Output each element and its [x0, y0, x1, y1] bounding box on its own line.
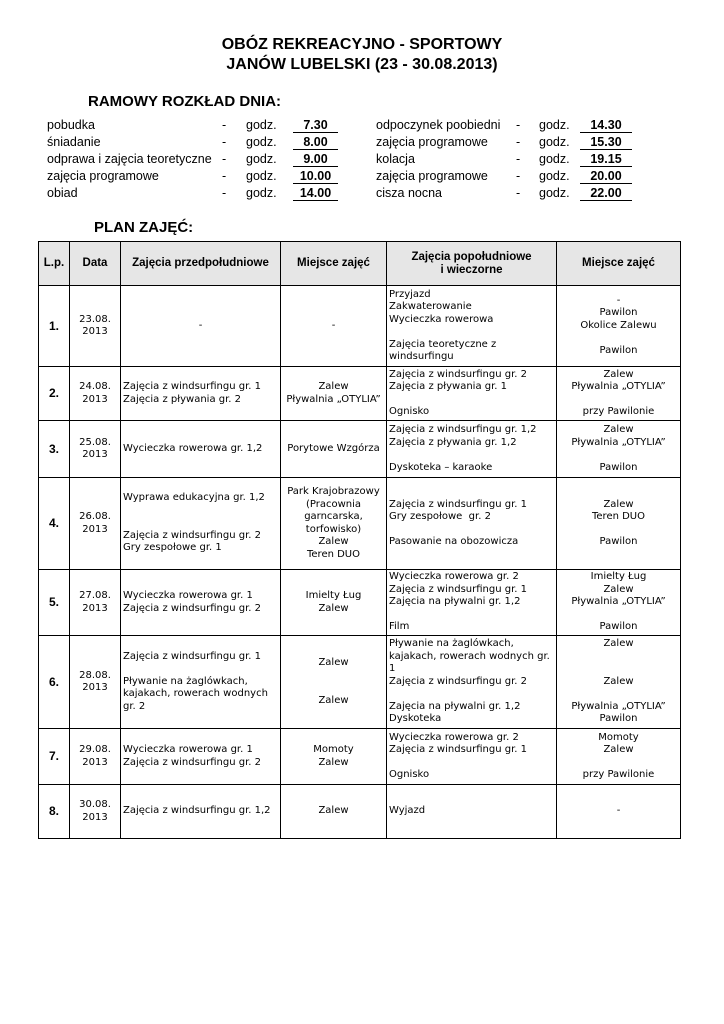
morning-place: Porytowe Wzgórza — [281, 421, 387, 478]
afternoon-place: Zalew Pływalnia „OTYLIA” przy Pawilonie — [557, 367, 681, 421]
morning-place: Imielty Ług Zalew — [281, 570, 387, 636]
schedule-dash: - — [222, 152, 227, 166]
afternoon-activities: Zajęcia z windsurfingu gr. 1 Gry zespołowe gr. 2 Pasowanie na obozowicza — [387, 478, 557, 570]
daily-schedule-heading: RAMOWY ROZKŁAD DNIA: — [88, 93, 282, 110]
afternoon-activities: Zajęcia z windsurfingu gr. 1,2 Zajęcia z pływania gr. 1,2 Dyskoteka – karaoke — [387, 421, 557, 478]
morning-activities: - — [121, 286, 281, 367]
schedule-row — [47, 134, 338, 151]
schedule-activity: odpoczynek poobiedni — [376, 118, 501, 132]
afternoon-activities: Wycieczka rowerowa gr. 2 Zajęcia z windsurfingu gr. 1 Ognisko — [387, 729, 557, 785]
row-date: 28.08. 2013 — [70, 636, 121, 729]
row-date: 23.08. 2013 — [70, 286, 121, 367]
row-number: 2. — [39, 367, 70, 421]
schedule-godz-label: godz. — [246, 135, 277, 149]
plan-heading: PLAN ZAJĘĆ: — [94, 219, 194, 236]
schedule-dash: - — [516, 135, 521, 149]
schedule-time: 20.00 — [580, 168, 632, 184]
schedule-row — [376, 185, 632, 202]
morning-activities: Zajęcia z windsurfingu gr. 1,2 — [121, 785, 281, 839]
morning-activities: Zajęcia z windsurfingu gr. 1 Zajęcia z pływania gr. 2 — [121, 367, 281, 421]
schedule-activity: obiad — [47, 186, 78, 200]
row-date: 30.08. 2013 — [70, 785, 121, 839]
schedule-activity: zajęcia programowe — [47, 169, 159, 183]
morning-place: Momoty Zalew — [281, 729, 387, 785]
afternoon-activities: Pływanie na żaglówkach, kajakach, rowerach wodnych gr. 1 Zajęcia z windsurfingu gr. 2 Zajęcia na pływalni gr. 1,2 Dyskoteka — [387, 636, 557, 729]
row-number: 6. — [39, 636, 70, 729]
schedule-dash: - — [516, 118, 521, 132]
col-morning-place-header: Miejsce zajęć — [281, 242, 387, 286]
morning-place: Zalew Pływalnia „OTYLIA” — [281, 367, 387, 421]
col-afternoon-header: Zajęcia popołudniowe i wieczorne — [387, 242, 557, 286]
morning-place: Park Krajobrazowy (Pracownia garncarska, torfowisko) Zalew Teren DUO — [281, 478, 387, 570]
afternoon-activities: Wyjazd — [387, 785, 557, 839]
table-row — [39, 785, 681, 839]
schedule-activity: zajęcia programowe — [376, 169, 488, 183]
afternoon-place: Zalew Pływalnia „OTYLIA” Pawilon — [557, 421, 681, 478]
table-row — [39, 421, 681, 478]
schedule-activity: śniadanie — [47, 135, 101, 149]
morning-place: Zalew Zalew — [281, 636, 387, 729]
schedule-row — [376, 134, 632, 151]
table-row — [39, 636, 681, 729]
col-afternoon-place-header: Miejsce zajęć — [557, 242, 681, 286]
schedule-row — [47, 168, 338, 185]
row-date: 29.08. 2013 — [70, 729, 121, 785]
afternoon-place: - — [557, 785, 681, 839]
afternoon-place: Zalew Zalew Pływalnia „OTYLIA” Pawilon — [557, 636, 681, 729]
row-number: 7. — [39, 729, 70, 785]
schedule-time: 19.15 — [580, 151, 632, 167]
schedule-row — [47, 151, 338, 168]
schedule-time: 10.00 — [293, 168, 338, 184]
schedule-godz-label: godz. — [246, 118, 277, 132]
document-title-line1: OBÓZ REKREACYJNO - SPORTOWY — [221, 36, 503, 53]
schedule-row — [47, 117, 338, 134]
schedule-activity: pobudka — [47, 118, 95, 132]
schedule-dash: - — [222, 186, 227, 200]
schedule-time: 22.00 — [580, 185, 632, 201]
morning-activities: Zajęcia z windsurfingu gr. 1 Pływanie na żaglówkach, kajakach, rowerach wodnych gr. 2 — [121, 636, 281, 729]
schedule-godz-label: godz. — [539, 152, 570, 166]
schedule-row — [47, 185, 338, 202]
schedule-godz-label: godz. — [539, 186, 570, 200]
plan-header-row — [39, 242, 681, 286]
row-date: 27.08. 2013 — [70, 570, 121, 636]
morning-place: - — [281, 286, 387, 367]
schedule-dash: - — [516, 169, 521, 183]
schedule-activity: kolacja — [376, 152, 415, 166]
row-number: 5. — [39, 570, 70, 636]
schedule-time: 14.00 — [293, 185, 338, 201]
table-row — [39, 367, 681, 421]
morning-activities: Wyprawa edukacyjna gr. 1,2 Zajęcia z windsurfingu gr. 2 Gry zespołowe gr. 1 — [121, 478, 281, 570]
schedule-godz-label: godz. — [539, 118, 570, 132]
schedule-godz-label: godz. — [246, 169, 277, 183]
document-title-line2: JANÓW LUBELSKI (23 - 30.08.2013) — [226, 56, 498, 73]
schedule-godz-label: godz. — [539, 135, 570, 149]
schedule-godz-label: godz. — [246, 186, 277, 200]
col-lp-header: L.p. — [39, 242, 70, 286]
schedule-dash: - — [222, 169, 227, 183]
row-number: 1. — [39, 286, 70, 367]
row-date: 26.08. 2013 — [70, 478, 121, 570]
afternoon-place: Imielty Ług Zalew Pływalnia „OTYLIA” Pawilon — [557, 570, 681, 636]
table-row — [39, 478, 681, 570]
schedule-godz-label: godz. — [246, 152, 277, 166]
schedule-row — [376, 117, 632, 134]
morning-activities: Wycieczka rowerowa gr. 1 Zajęcia z windsurfingu gr. 2 — [121, 570, 281, 636]
afternoon-place: - Pawilon Okolice Zalewu Pawilon — [557, 286, 681, 367]
morning-activities: Wycieczka rowerowa gr. 1 Zajęcia z windsurfingu gr. 2 — [121, 729, 281, 785]
row-date: 24.08. 2013 — [70, 367, 121, 421]
schedule-time: 7.30 — [293, 117, 338, 133]
schedule-time: 9.00 — [293, 151, 338, 167]
afternoon-activities: Przyjazd Zakwaterowanie Wycieczka rowerowa Zajęcia teoretyczne z windsurfingu — [387, 286, 557, 367]
schedule-time: 14.30 — [580, 117, 632, 133]
morning-activities: Wycieczka rowerowa gr. 1,2 — [121, 421, 281, 478]
row-number: 3. — [39, 421, 70, 478]
table-row — [39, 286, 681, 367]
schedule-time: 15.30 — [580, 134, 632, 150]
schedule-row — [376, 168, 632, 185]
col-morning-header: Zajęcia przedpołudniowe — [121, 242, 281, 286]
row-number: 8. — [39, 785, 70, 839]
schedule-godz-label: godz. — [539, 169, 570, 183]
table-row — [39, 570, 681, 636]
plan-table — [38, 241, 681, 839]
col-date-header: Data — [70, 242, 121, 286]
schedule-dash: - — [222, 118, 227, 132]
afternoon-place: Momoty Zalew przy Pawilonie — [557, 729, 681, 785]
schedule-dash: - — [516, 186, 521, 200]
afternoon-activities: Zajęcia z windsurfingu gr. 2 Zajęcia z pływania gr. 1 Ognisko — [387, 367, 557, 421]
schedule-row — [376, 151, 632, 168]
row-date: 25.08. 2013 — [70, 421, 121, 478]
schedule-activity: zajęcia programowe — [376, 135, 488, 149]
schedule-time: 8.00 — [293, 134, 338, 150]
schedule-dash: - — [516, 152, 521, 166]
morning-place: Zalew — [281, 785, 387, 839]
table-row — [39, 729, 681, 785]
row-number: 4. — [39, 478, 70, 570]
afternoon-place: Zalew Teren DUO Pawilon — [557, 478, 681, 570]
afternoon-activities: Wycieczka rowerowa gr. 2 Zajęcia z windsurfingu gr. 1 Zajęcia na pływalni gr. 1,2 Film — [387, 570, 557, 636]
schedule-dash: - — [222, 135, 227, 149]
schedule-activity: cisza nocna — [376, 186, 443, 200]
schedule-activity: odprawa i zajęcia teoretyczne — [47, 152, 212, 166]
